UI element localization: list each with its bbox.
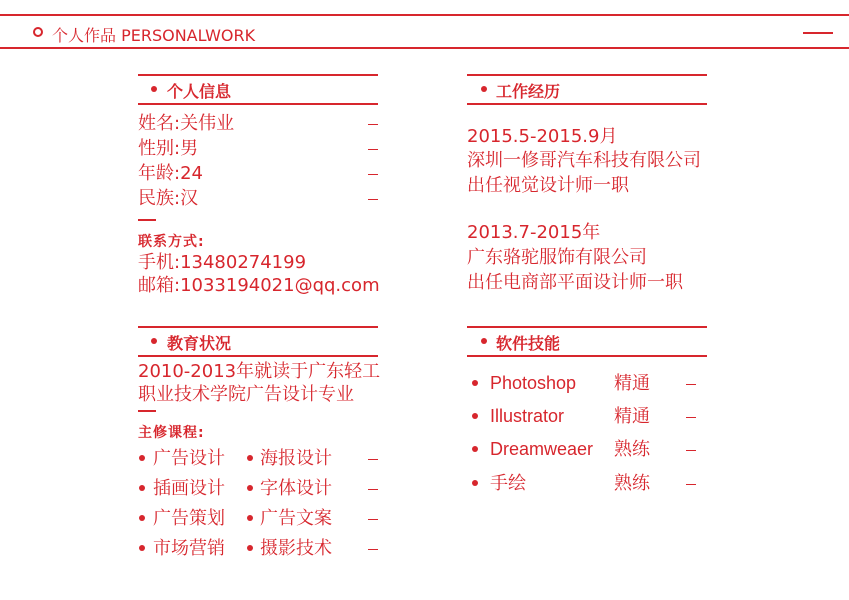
courses-short-rule xyxy=(138,410,156,412)
education-bottom-rule xyxy=(138,355,378,357)
personal-info-bottom-rule xyxy=(138,103,378,105)
skill-bullet-icon xyxy=(472,380,478,386)
job-period: 2013.7-2015年 xyxy=(467,222,601,243)
skills-bottom-rule xyxy=(467,355,707,357)
job-period: 2015.5-2015.9月 xyxy=(467,126,618,147)
info-row-dash xyxy=(368,174,378,175)
skill-name: Dreamweaer xyxy=(490,439,594,459)
personal-info-bullet-icon xyxy=(151,86,157,92)
skill-bullet-icon xyxy=(472,413,478,419)
skill-name: Illustrator xyxy=(490,406,565,426)
skills-top-rule xyxy=(467,326,707,328)
course-bullet-icon xyxy=(139,545,145,551)
contact-phone: 手机:13480274199 xyxy=(138,252,307,273)
info-row-dash xyxy=(368,199,378,200)
course-item: 海报设计 xyxy=(260,448,332,469)
education-line: 职业技术学院广告设计专业 xyxy=(138,384,354,405)
skill-name: 手绘 xyxy=(490,473,526,494)
contact-short-rule xyxy=(138,219,156,221)
info-row-name: 姓名:关伟业 xyxy=(138,113,235,134)
page-title: 个人作品 PERSONALWORK xyxy=(52,26,256,45)
skill-row-dash xyxy=(686,384,696,385)
education-top-rule xyxy=(138,326,378,328)
course-row-dash xyxy=(368,489,378,490)
info-row-dash xyxy=(368,149,378,150)
skill-row-dash xyxy=(686,484,696,485)
course-bullet-icon xyxy=(247,485,253,491)
skills-bullet-icon xyxy=(481,338,487,344)
skill-row-dash xyxy=(686,450,696,451)
work-bullet-icon xyxy=(481,86,487,92)
skill-level: 精通 xyxy=(614,406,650,427)
info-row-age: 年龄:24 xyxy=(138,163,203,184)
contact-label: 联系方式: xyxy=(138,234,205,250)
job-role: 出任电商部平面设计师一职 xyxy=(467,272,683,293)
skill-name: Photoshop xyxy=(490,373,577,393)
job-company: 深圳一修哥汽车科技有限公司 xyxy=(467,150,701,171)
course-bullet-icon xyxy=(247,455,253,461)
info-row-ethnicity: 民族:汉 xyxy=(138,188,199,209)
skill-bullet-icon xyxy=(472,446,478,452)
info-row-dash xyxy=(368,124,378,125)
education-bullet-icon xyxy=(151,338,157,344)
skills-title: 软件技能 xyxy=(496,334,561,353)
job-company: 广东骆驼服饰有限公司 xyxy=(467,247,647,268)
course-bullet-icon xyxy=(247,515,253,521)
skill-level: 精通 xyxy=(614,373,650,394)
course-bullet-icon xyxy=(139,485,145,491)
header-bottom-rule xyxy=(0,47,849,49)
header-right-rule xyxy=(803,32,833,34)
skill-level: 熟练 xyxy=(614,473,650,494)
header-ring-icon xyxy=(33,27,43,37)
course-bullet-icon xyxy=(139,455,145,461)
course-item: 摄影技术 xyxy=(260,538,332,559)
course-row-dash xyxy=(368,549,378,550)
skill-level: 熟练 xyxy=(614,439,650,460)
course-item: 插画设计 xyxy=(153,478,225,499)
course-row-dash xyxy=(368,459,378,460)
work-title: 工作经历 xyxy=(496,82,561,101)
course-item: 广告策划 xyxy=(153,508,225,529)
work-top-rule xyxy=(467,74,707,76)
skill-bullet-icon xyxy=(472,480,478,486)
contact-email: 邮箱:1033194021@qq.com xyxy=(138,275,380,296)
personal-info-top-rule xyxy=(138,74,378,76)
course-item: 广告文案 xyxy=(260,508,332,529)
work-bottom-rule xyxy=(467,103,707,105)
course-bullet-icon xyxy=(247,545,253,551)
course-bullet-icon xyxy=(139,515,145,521)
education-line: 2010-2013年就读于广东轻工 xyxy=(138,361,381,382)
personal-info-title: 个人信息 xyxy=(167,82,232,101)
education-title: 教育状况 xyxy=(167,334,232,353)
course-item: 广告设计 xyxy=(153,448,225,469)
skill-row-dash xyxy=(686,417,696,418)
courses-label: 主修课程: xyxy=(138,425,205,441)
course-item: 字体设计 xyxy=(260,478,332,499)
info-row-gender: 性别:男 xyxy=(138,138,199,159)
header-top-rule xyxy=(0,14,849,16)
job-role: 出任视觉设计师一职 xyxy=(467,175,629,196)
course-item: 市场营销 xyxy=(153,538,225,559)
course-row-dash xyxy=(368,519,378,520)
